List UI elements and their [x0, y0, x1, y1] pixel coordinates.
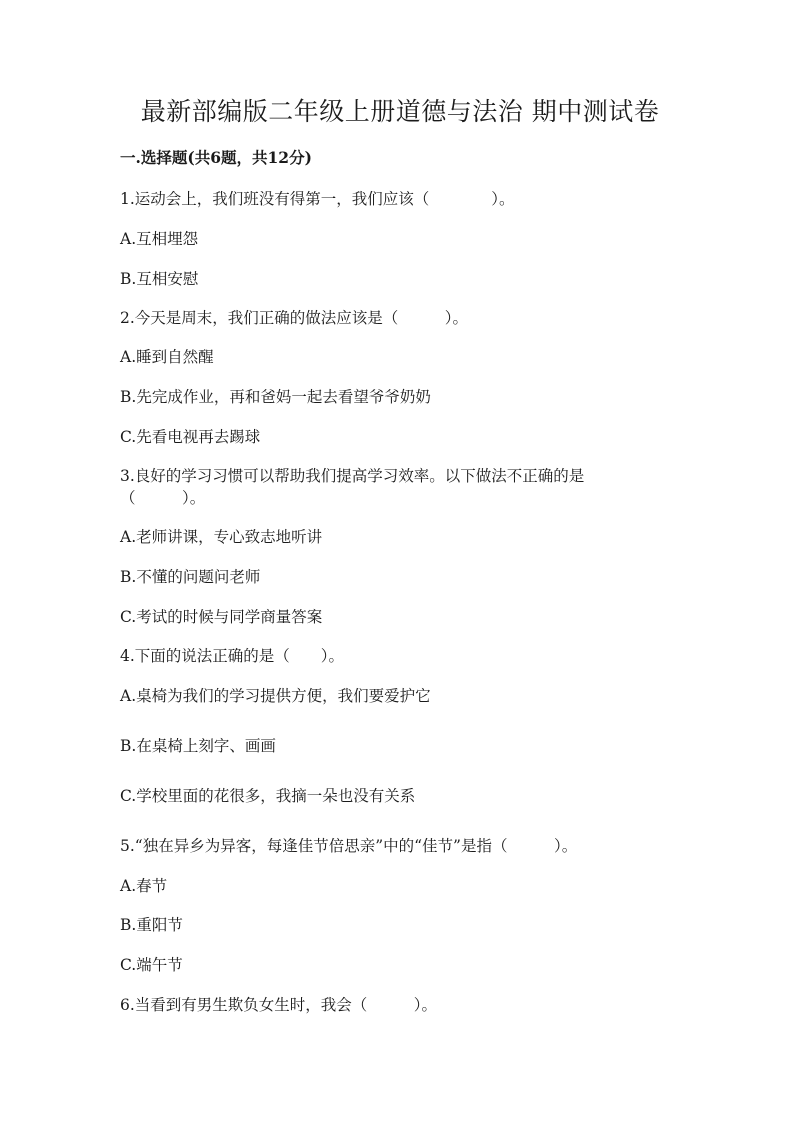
question-5-option-b: B.重阳节 [120, 916, 183, 934]
question-4-option-b: B.在桌椅上刻字、画画 [120, 737, 276, 755]
question-5-stem: 5.“独在异乡为异客，每逢佳节倍思亲”中的“佳节”是指（ ）。 [120, 837, 578, 855]
question-3-stem: 3.良好的学习习惯可以帮助我们提高学习效率。以下做法不正确的是（ ）。 [120, 467, 585, 507]
question-4-option-a: A.桌椅为我们的学习提供方便，我们要爱护它 [120, 687, 431, 705]
question-5-option-a: A.春节 [120, 877, 168, 895]
question-4-stem: 4.下面的说法正确的是（ ）。 [120, 647, 345, 665]
question-2-stem: 2.今天是周末，我们正确的做法应该是（ ）。 [120, 309, 469, 327]
section-heading: 一.选择题(共6题，共12分) [120, 148, 312, 167]
question-1-stem: 1.运动会上，我们班没有得第一，我们应该（ ）。 [120, 190, 515, 208]
question-1-option-a: A.互相埋怨 [120, 230, 199, 248]
question-2-option-b: B.先完成作业，再和爸妈一起去看望爷爷奶奶 [120, 388, 431, 406]
question-5-option-c: C.端午节 [120, 956, 183, 974]
question-1-option-b: B.互相安慰 [120, 270, 199, 288]
question-2-option-a: A.睡到自然醒 [120, 348, 214, 366]
question-3-option-a: A.老师讲课，专心致志地听讲 [120, 528, 323, 546]
question-2-option-c: C.先看电视再去踢球 [120, 428, 261, 446]
question-3-option-b: B.不懂的问题问老师 [120, 568, 261, 586]
page-title: 最新部编版二年级上册道德与法治 期中测试卷 [140, 97, 660, 126]
question-3-option-c: C.考试的时候与同学商量答案 [120, 608, 323, 626]
question-4-option-c: C.学校里面的花很多，我摘一朵也没有关系 [120, 787, 416, 805]
question-6-stem: 6.当看到有男生欺负女生时，我会（ ）。 [120, 996, 438, 1014]
